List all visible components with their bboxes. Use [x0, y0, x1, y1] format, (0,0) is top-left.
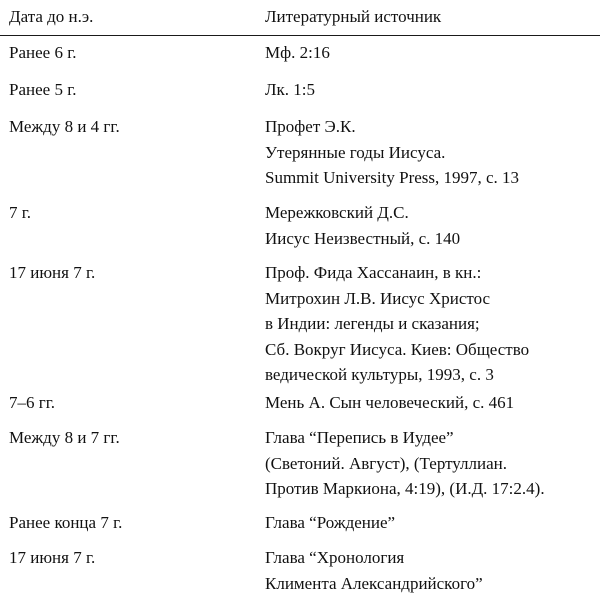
source-line: Глава “Рождение” [265, 513, 396, 532]
source-line: Утерянные годы Иисуса. [265, 142, 446, 162]
source-line: Иисус Неизвестный, с. 140 [265, 228, 461, 248]
source-line: Сб. Вокруг Иисуса. Киев: Общество [265, 339, 530, 359]
row-6-source [265, 390, 595, 416]
row-9-date: 17 июня 7 г. [9, 548, 96, 567]
row-1-source [265, 40, 595, 66]
row-8-date: Ранее конца 7 г. [9, 513, 123, 532]
row-9-source [265, 545, 595, 596]
source-line: Митрохин Л.В. Иисус Христос [265, 288, 491, 308]
source-line: Против Маркиона, 4:19), (И.Д. 17:2.4). [265, 479, 545, 498]
source-line: Глава “Перепись в Иудее” [265, 428, 454, 447]
source-line: Мень А. Сын человеческий, с. 461 [265, 393, 515, 412]
row-4-source [265, 200, 595, 251]
row-7-source [265, 425, 595, 502]
row-3-date: Между 8 и 4 гг. [9, 117, 120, 136]
row-3-source [265, 114, 595, 191]
row-6-date: 7–6 гг. [9, 393, 56, 412]
source-line: в Индии: легенды и сказания; [265, 314, 480, 333]
row-5-date: 17 июня 7 г. [9, 263, 96, 282]
row-7-date: Между 8 и 7 гг. [9, 428, 120, 447]
source-line: ведической культуры, 1993, с. 3 [265, 365, 494, 384]
row-5-source [265, 260, 595, 388]
source-line: Климента Александрийского” [265, 573, 483, 593]
row-2-date: Ранее 5 г. [9, 80, 77, 99]
column-header-date: Дата до н.э. [9, 7, 94, 26]
source-line: Лк. 1:5 [265, 80, 316, 99]
source-line: Мережковский Д.С. [265, 203, 409, 222]
column-header-source: Литературный источник [265, 7, 442, 26]
source-line: Профет Э.К. [265, 117, 356, 136]
row-2-source [265, 77, 595, 103]
source-line: (Светоний. Август), (Тертуллиан. [265, 453, 508, 473]
source-line: Глава “Хронология [265, 548, 405, 567]
source-line: Проф. Фида Хассанаин, в кн.: [265, 263, 482, 282]
source-line: Summit University Press, 1997, с. 13 [265, 168, 520, 187]
row-4-date: 7 г. [9, 203, 32, 222]
header-divider [0, 35, 600, 36]
row-8-source [265, 510, 595, 536]
row-1-date: Ранее 6 г. [9, 43, 77, 62]
source-line: Мф. 2:16 [265, 43, 330, 62]
